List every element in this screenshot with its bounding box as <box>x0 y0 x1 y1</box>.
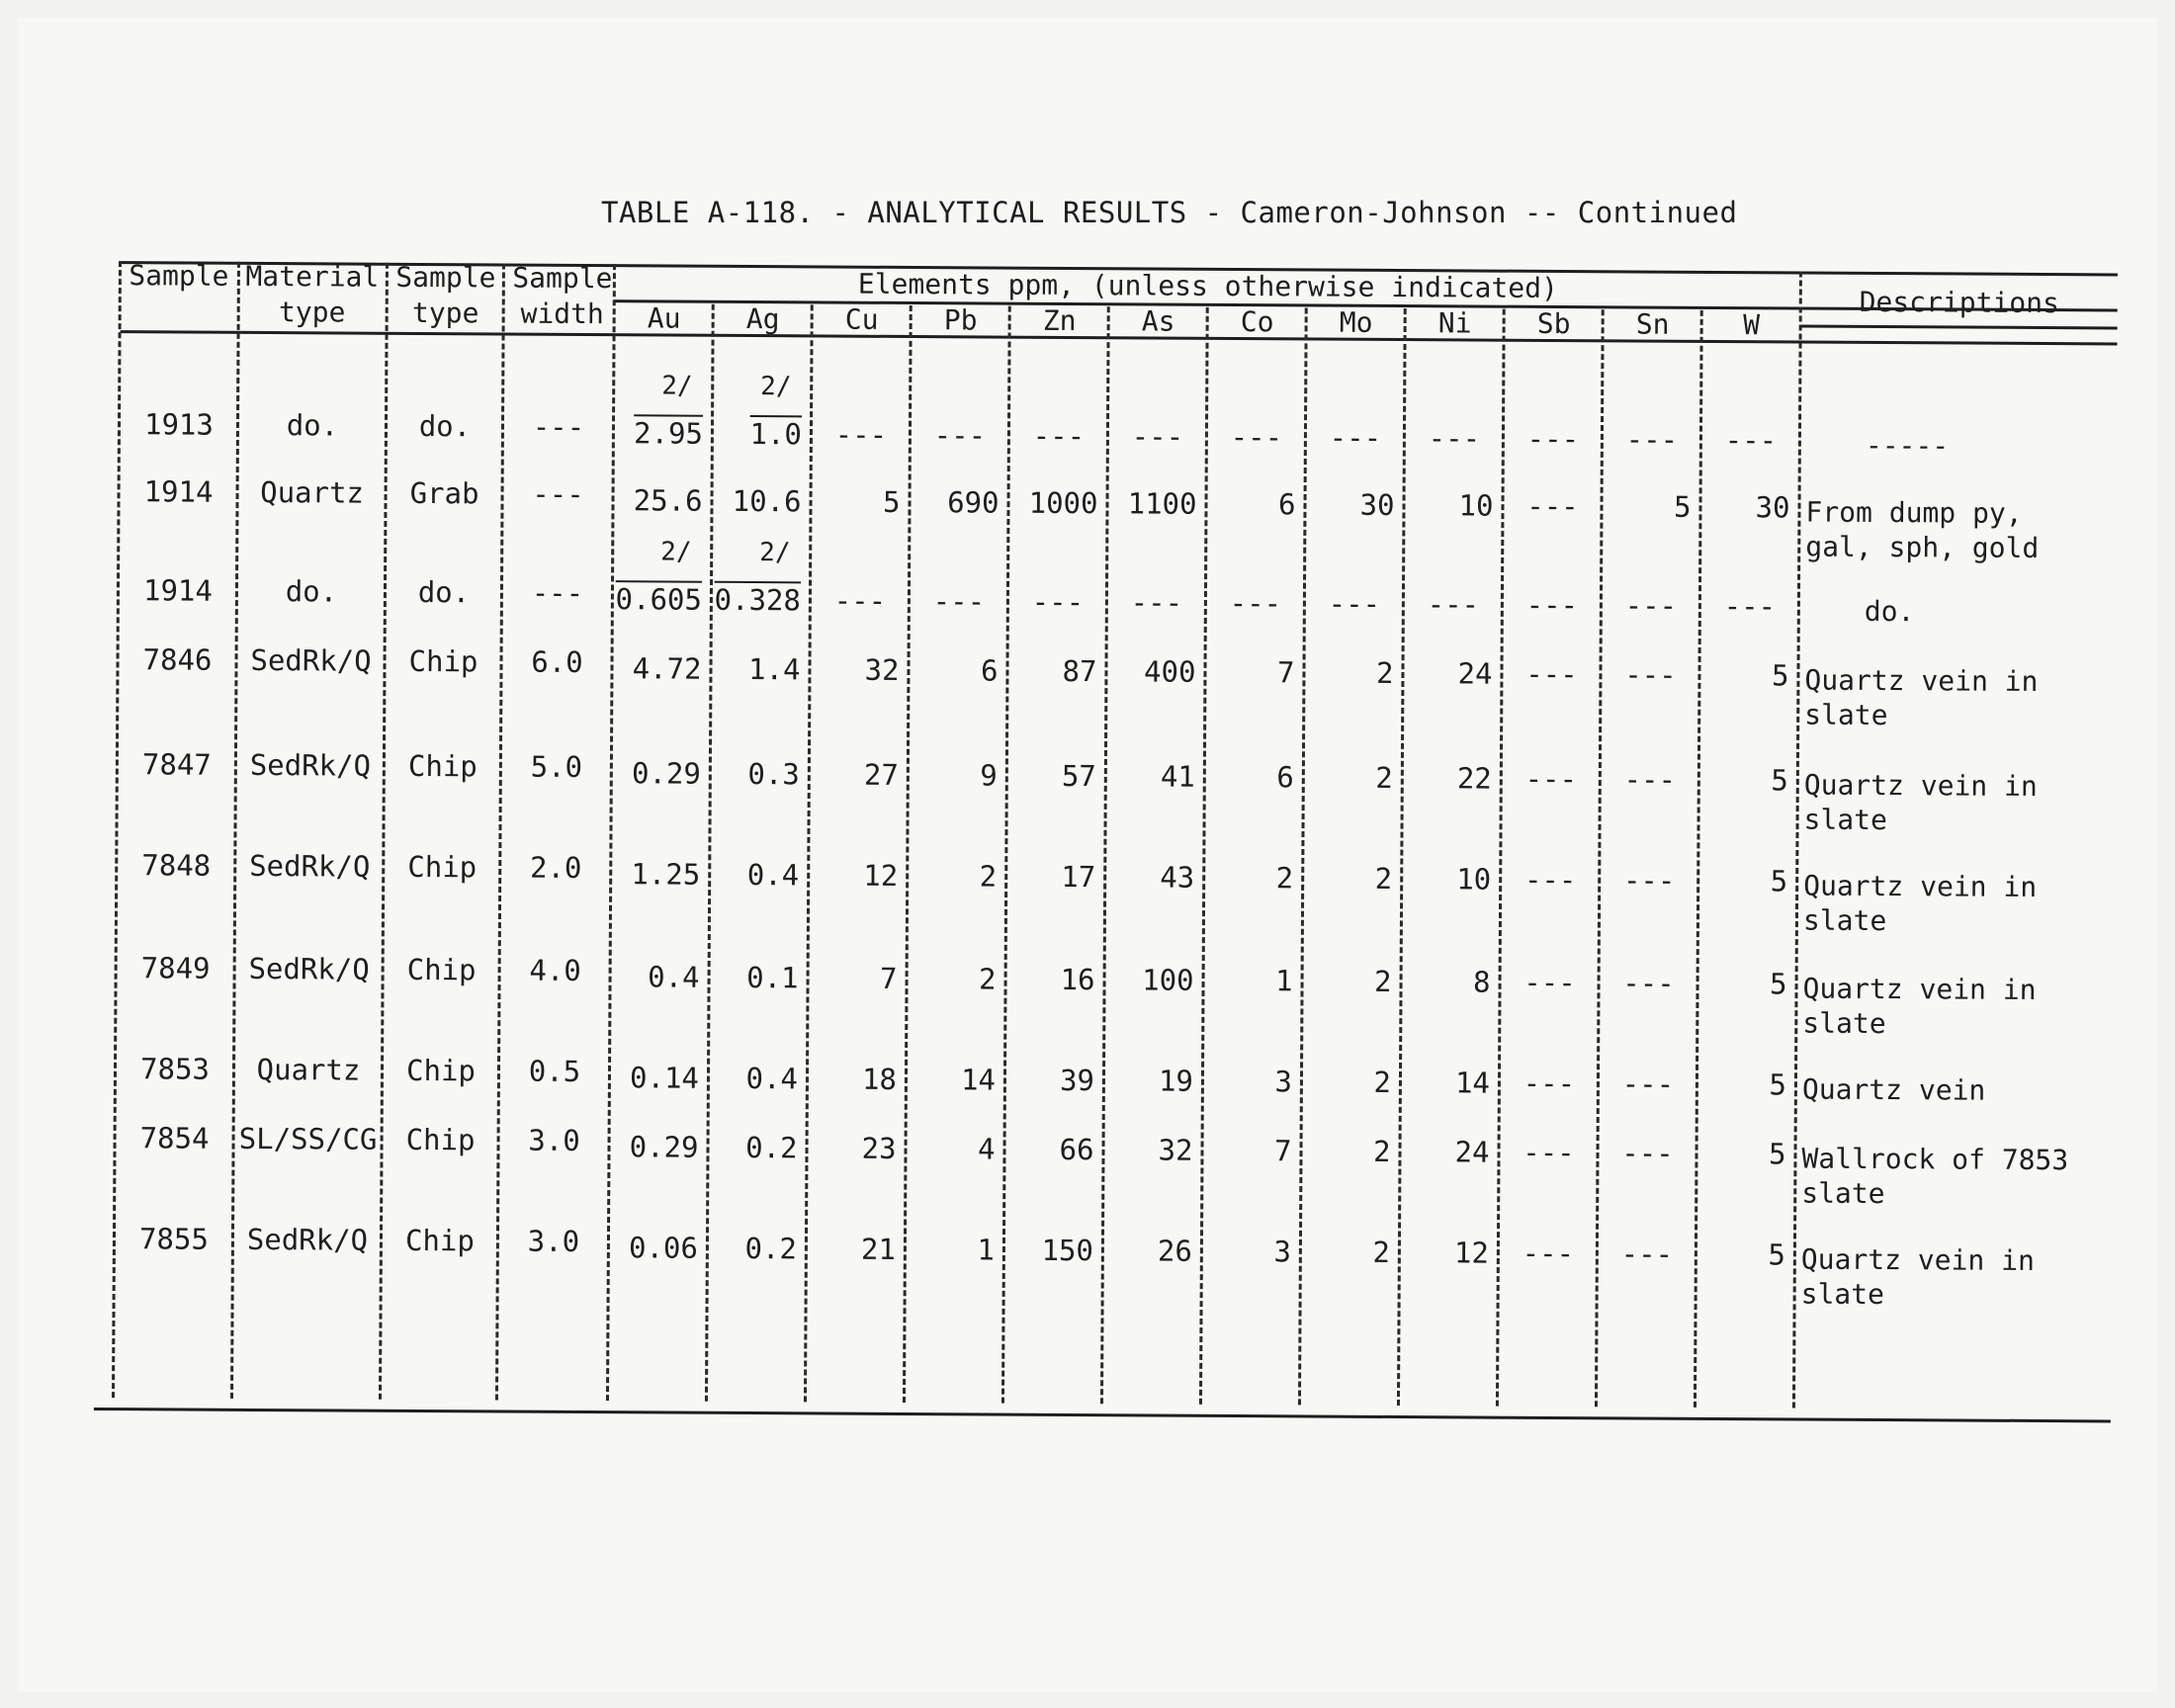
row-0-cu: --- <box>834 417 888 452</box>
description-line: Wallrock of 7853 <box>1801 1142 2069 1177</box>
row-8-sn: --- <box>1621 1136 1674 1170</box>
row-3-pb: 6 <box>980 653 999 688</box>
row-5-w: 5 <box>1770 864 1788 898</box>
row-1-sb: --- <box>1526 488 1579 524</box>
row-7-sn: --- <box>1621 1067 1675 1101</box>
row-2-material-type: do. <box>285 574 338 609</box>
row-2-sn: --- <box>1624 588 1678 623</box>
row-6-sample-width: 4.0 <box>529 953 581 987</box>
row-9-sample-width: 3.0 <box>527 1224 580 1258</box>
row-2-cu: --- <box>833 583 887 618</box>
row-9-as: 26 <box>1157 1234 1193 1268</box>
row-5-sn: --- <box>1622 863 1676 897</box>
row-2-sb: --- <box>1525 587 1579 623</box>
row-2-ag: 0.328 <box>714 582 802 618</box>
row-1-au: 25.6 <box>633 483 703 518</box>
row-6-cu: 7 <box>880 961 898 995</box>
row-7-zn: 39 <box>1059 1063 1095 1098</box>
document-page <box>18 18 2157 1692</box>
row-7-ni: 14 <box>1454 1066 1491 1100</box>
row-5-sample-width: 2.0 <box>529 850 582 885</box>
header-descriptions: Descriptions <box>1859 285 2060 320</box>
row-7-cu: 18 <box>861 1062 898 1096</box>
row-1-co: 6 <box>1277 487 1296 522</box>
row-6-sample: 7849 <box>140 951 211 985</box>
row-9-co: 3 <box>1273 1235 1292 1269</box>
row-1-sn: 5 <box>1673 489 1692 524</box>
row-5-mo: 2 <box>1374 861 1393 896</box>
row-8-ag: 0.2 <box>745 1131 798 1165</box>
row-3-mo: 2 <box>1375 655 1394 690</box>
header-elements-group: Elements ppm, (unless otherwise indicated) <box>857 267 1558 305</box>
row-4-sample: 7847 <box>141 747 212 782</box>
row-6-ni: 8 <box>1472 965 1491 999</box>
row-0-co: --- <box>1230 419 1283 455</box>
row-0-material-type: do. <box>286 408 339 443</box>
row-2-au: 0.605 <box>615 582 703 617</box>
row-3-sb: --- <box>1525 656 1578 692</box>
row-6-material-type: SedRk/Q <box>248 951 370 986</box>
description-line: Quartz vein in <box>1804 663 2039 698</box>
row-0-footnote-au: 2/ <box>661 371 693 401</box>
row-4-sample-width: 5.0 <box>530 749 583 784</box>
row-0-sample-width: --- <box>532 409 585 444</box>
row-7-description <box>1802 1072 1986 1108</box>
row-3-sn: --- <box>1624 657 1677 692</box>
row-6-co: 1 <box>1275 964 1293 998</box>
row-0-sb: --- <box>1526 421 1580 457</box>
row-7-sb: --- <box>1522 1066 1576 1101</box>
row-6-as: 100 <box>1142 963 1194 997</box>
header-element-cu: Cu <box>844 302 879 336</box>
header-material-type-1: Material <box>245 259 380 294</box>
row-1-sample-type: Grab <box>409 475 479 511</box>
row-8-co: 7 <box>1273 1134 1292 1168</box>
row-8-sample-width: 3.0 <box>528 1123 580 1157</box>
description-line: Quartz vein <box>1801 1072 1986 1107</box>
row-8-w: 5 <box>1768 1137 1786 1171</box>
row-6-sn: --- <box>1622 966 1675 1000</box>
row-1-ag: 10.6 <box>732 483 802 519</box>
header-sample-width-2: width <box>520 297 604 331</box>
row-9-sample-type: Chip <box>404 1223 475 1258</box>
header-bottom-rule <box>1801 325 2118 330</box>
row-5-description <box>1803 869 2037 939</box>
row-2-description <box>1805 594 1915 630</box>
row-7-mo: 2 <box>1373 1065 1392 1099</box>
row-2-sample-type: do. <box>417 574 471 610</box>
row-3-sample: 7846 <box>142 642 213 677</box>
row-4-zn: 57 <box>1061 758 1096 794</box>
row-5-zn: 17 <box>1061 859 1096 895</box>
row-1-w: 30 <box>1755 490 1790 525</box>
row-1-ni: 10 <box>1458 488 1494 523</box>
row-3-ag: 1.4 <box>747 652 801 687</box>
row-8-sample: 7854 <box>139 1121 210 1155</box>
row-4-material-type: SedRk/Q <box>249 747 372 783</box>
row-6-ag: 0.1 <box>746 961 799 995</box>
row-3-au: 4.72 <box>632 651 702 686</box>
row-1-material-type: Quartz <box>260 474 365 510</box>
row-1-zn: 1000 <box>1028 485 1098 521</box>
row-7-w: 5 <box>1769 1068 1787 1102</box>
row-9-material-type: SedRk/Q <box>246 1222 369 1257</box>
row-5-pb: 2 <box>979 859 998 894</box>
header-sample-type-2: type <box>411 296 479 330</box>
row-4-sn: --- <box>1623 762 1677 797</box>
row-2-sample: 1914 <box>142 573 213 608</box>
row-7-au: 0.14 <box>630 1061 700 1095</box>
header-element-au: Au <box>647 301 681 335</box>
row-3-ni: 24 <box>1457 656 1493 691</box>
row-5-material-type: SedRk/Q <box>249 848 371 884</box>
row-9-w: 5 <box>1768 1238 1785 1272</box>
row-4-w: 5 <box>1771 763 1788 798</box>
description-line: ----- <box>1865 428 1950 463</box>
row-0-w: --- <box>1724 423 1778 458</box>
row-5-sample: 7848 <box>141 848 212 883</box>
row-8-material-type: SL/SS/CG <box>238 1121 378 1156</box>
row-3-zn: 87 <box>1062 653 1097 689</box>
row-5-au: 1.25 <box>631 857 701 892</box>
row-0-pb: --- <box>933 418 987 453</box>
header-sample-width-1: Sample <box>512 261 613 296</box>
row-9-pb: 1 <box>977 1233 996 1267</box>
header-element-mo: Mo <box>1339 305 1373 339</box>
row-1-description <box>1805 495 2039 565</box>
row-4-sb: --- <box>1524 761 1578 797</box>
row-0-sample-type: do. <box>418 408 472 444</box>
row-9-description <box>1801 1242 2035 1313</box>
row-0-au: 2.95 <box>633 416 704 451</box>
row-8-pb: 4 <box>977 1132 996 1166</box>
row-5-sample-type: Chip <box>407 849 478 885</box>
row-1-sample: 1914 <box>143 474 214 509</box>
description-line: From dump py, <box>1805 495 2023 530</box>
row-8-au: 0.29 <box>629 1130 699 1164</box>
description-line: gal, sph, gold <box>1805 530 2040 564</box>
row-8-ni: 24 <box>1454 1135 1490 1169</box>
row-9-cu: 21 <box>860 1232 897 1266</box>
row-3-co: 7 <box>1276 655 1295 690</box>
row-8-zn: 66 <box>1059 1132 1094 1167</box>
header-element-w: W <box>1743 308 1761 342</box>
description-line: slate <box>1802 1006 1886 1041</box>
header-element-zn: Zn <box>1042 303 1077 338</box>
row-6-pb: 2 <box>979 962 997 996</box>
row-7-ag: 0.4 <box>745 1062 799 1096</box>
row-5-sb: --- <box>1523 862 1577 897</box>
row-7-material-type: Quartz <box>256 1052 361 1087</box>
row-4-sample-type: Chip <box>407 748 478 784</box>
row-2-pb: --- <box>932 584 986 619</box>
row-8-sb: --- <box>1522 1135 1575 1170</box>
row-5-cu: 12 <box>863 858 899 893</box>
row-7-as: 19 <box>1158 1064 1194 1098</box>
row-3-description <box>1804 663 2038 733</box>
row-0-ni: --- <box>1428 421 1481 456</box>
row-5-co: 2 <box>1275 861 1294 896</box>
row-9-sn: --- <box>1620 1237 1674 1271</box>
row-5-ag: 0.4 <box>746 858 800 893</box>
row-9-mo: 2 <box>1372 1235 1391 1269</box>
row-2-as: --- <box>1130 585 1183 620</box>
row-0-sample: 1913 <box>143 407 215 442</box>
header-sample-type-1: Sample <box>395 260 496 295</box>
row-2-co: --- <box>1229 585 1282 621</box>
row-0-sn: --- <box>1625 422 1679 457</box>
header-element-ag: Ag <box>745 301 780 336</box>
row-0-ag: 1.0 <box>749 417 803 452</box>
row-8-cu: 23 <box>861 1131 897 1165</box>
row-2-sample-width: --- <box>531 575 584 610</box>
row-4-ag: 0.3 <box>747 757 800 792</box>
row-3-cu: 32 <box>864 652 900 687</box>
row-1-mo: 30 <box>1359 487 1395 522</box>
row-8-as: 32 <box>1158 1133 1193 1167</box>
row-1-sample-width: --- <box>532 476 584 511</box>
row-2-ni: --- <box>1427 587 1480 622</box>
row-9-au: 0.06 <box>628 1231 699 1265</box>
row-9-ag: 0.2 <box>744 1231 798 1266</box>
row-7-sample: 7853 <box>139 1052 211 1086</box>
row-2-mo: --- <box>1328 586 1381 621</box>
header-element-sb: Sb <box>1536 306 1571 341</box>
row-2-footnote-au: 2/ <box>660 537 692 567</box>
row-3-sample-width: 6.0 <box>531 644 583 679</box>
row-5-as: 43 <box>1160 860 1195 895</box>
header-element-sn: Sn <box>1635 307 1670 341</box>
row-6-w: 5 <box>1769 967 1787 1001</box>
row-7-sample-width: 0.5 <box>528 1054 581 1088</box>
row-0-description <box>1806 428 1950 464</box>
table-title: TABLE A-118. - ANALYTICAL RESULTS - Cameron-Johnson -- Continued <box>601 196 1738 229</box>
bottom-rule <box>94 1408 2111 1422</box>
row-1-cu: 5 <box>882 484 901 519</box>
row-0-as: --- <box>1131 419 1184 454</box>
row-6-sample-type: Chip <box>406 952 477 987</box>
row-8-description <box>1801 1142 2068 1213</box>
row-1-as: 1100 <box>1127 486 1197 521</box>
row-6-au: 0.4 <box>648 960 700 994</box>
description-line: Quartz vein in <box>1800 1242 2035 1277</box>
row-6-mo: 2 <box>1373 964 1392 998</box>
description-line: slate <box>1800 1277 1885 1312</box>
row-2-w: --- <box>1723 589 1777 624</box>
row-4-description <box>1803 768 2037 838</box>
row-3-as: 400 <box>1143 654 1196 689</box>
row-1-pb: 690 <box>947 485 1000 520</box>
row-4-co: 6 <box>1276 760 1294 795</box>
header-element-co: Co <box>1240 305 1274 339</box>
row-6-sb: --- <box>1523 965 1576 1000</box>
row-0-footnote-ag: 2/ <box>760 372 792 402</box>
description-line: slate <box>1803 803 1887 837</box>
row-9-sb: --- <box>1522 1236 1575 1271</box>
description-line: Quartz vein in <box>1802 972 2037 1006</box>
row-8-sample-type: Chip <box>405 1122 476 1157</box>
row-7-co: 3 <box>1274 1065 1293 1099</box>
row-4-pb: 9 <box>980 758 998 793</box>
row-4-as: 41 <box>1160 759 1195 794</box>
description-line: Quartz vein in <box>1803 869 2038 903</box>
description-line: do. <box>1864 594 1915 629</box>
row-2-zn: --- <box>1031 584 1085 620</box>
row-9-ni: 12 <box>1453 1236 1489 1270</box>
description-line: Quartz vein in <box>1803 768 2038 803</box>
row-8-mo: 2 <box>1372 1134 1391 1168</box>
description-line: slate <box>1804 698 1888 732</box>
analytical-results-table <box>94 261 2120 1441</box>
header-material-type-2: type <box>278 296 346 329</box>
row-2-footnote-ag: 2/ <box>759 538 791 568</box>
header-element-ni: Ni <box>1437 306 1472 340</box>
row-4-cu: 27 <box>863 757 899 792</box>
row-9-zn: 150 <box>1041 1233 1094 1268</box>
row-0-zn: --- <box>1032 418 1086 454</box>
description-line: slate <box>1801 1176 1885 1211</box>
row-5-ni: 10 <box>1456 862 1492 897</box>
row-3-material-type: SedRk/Q <box>250 642 372 678</box>
row-6-zn: 16 <box>1060 962 1095 997</box>
row-3-sample-type: Chip <box>408 643 478 679</box>
header-sample: Sample <box>129 259 229 293</box>
row-4-mo: 2 <box>1375 760 1393 795</box>
row-7-sample-type: Chip <box>405 1053 477 1088</box>
row-9-sample: 7855 <box>138 1222 209 1256</box>
row-0-mo: --- <box>1329 420 1382 455</box>
row-4-au: 0.29 <box>631 756 701 791</box>
header-element-pb: Pb <box>943 303 978 337</box>
header-element-as: As <box>1141 304 1175 338</box>
row-6-description <box>1802 972 2036 1042</box>
description-line: slate <box>1802 903 1887 938</box>
row-7-pb: 14 <box>960 1063 997 1097</box>
row-4-ni: 22 <box>1456 761 1492 796</box>
row-3-w: 5 <box>1771 658 1789 693</box>
